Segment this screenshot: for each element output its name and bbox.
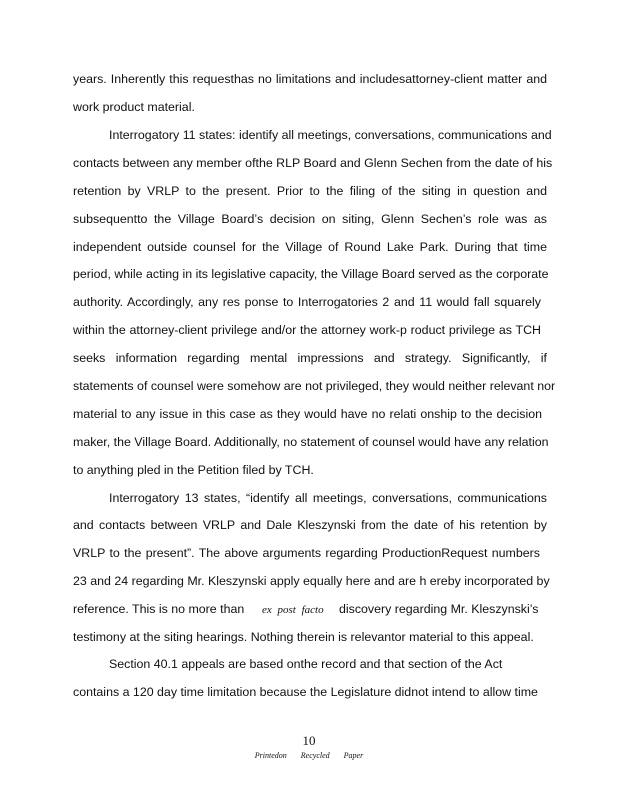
text-line: statements of counsel were somehow are not privileged, they would neither relevant nor: [73, 379, 556, 393]
text-line: reference. This is no more than: [73, 602, 245, 616]
text-line: discovery regarding Mr. Kleszynski’s: [339, 602, 539, 616]
text-line: retention by VRLP to the present. Prior to the filing of the siting in question and: [73, 184, 547, 198]
text-line: maker, the Village Board. Additionally, no statement of counsel would have any relation: [73, 435, 549, 449]
text-line: contains a 120 day time limitation because the Legislature didnot intend to allow time: [73, 685, 538, 699]
text-line: testimony at the siting hearings. Nothing therein is relevantor material to this appeal.: [73, 630, 534, 644]
text-line: work product material.: [73, 100, 195, 114]
text-line: Section 40.1 appeals are based onthe record and that section of the Act: [109, 657, 503, 671]
text-line: VRLP to the present”. The above arguments regarding ProductionRequest numbers: [73, 546, 540, 560]
page-number: 10: [302, 733, 316, 748]
text-line: seeks information regarding mental impressions and strategy. Significantly, if: [73, 351, 547, 365]
text-line: years. Inherently this requesthas no limitations and includesattorney-client matter and: [73, 72, 547, 86]
text-line: within the attorney-client privilege and/or the attorney work-p roduct privilege as TCH: [73, 323, 541, 337]
footer-note: Printedon Recycled Paper: [254, 751, 364, 760]
text-line: Interrogatory 11 states: identify all meetings, conversations, communications and: [109, 128, 552, 142]
text-line: contacts between any member ofthe RLP Board and Glenn Sechen from the date of his: [73, 156, 553, 170]
text-line: 23 and 24 regarding Mr. Kleszynski apply equally here and are h ereby incorporated by: [73, 574, 550, 588]
text-line: to anything pled in the Petition filed by TCH.: [73, 463, 314, 477]
text-line: subsequentto the Village Board’s decision on siting, Glenn Sechen’s role was as: [73, 212, 547, 226]
text-line: authority. Accordingly, any res ponse to Interrogatories 2 and 11 would fall squarely: [73, 295, 541, 309]
text-line: Interrogatory 13 states, “identify all meetings, conversations, communications: [109, 491, 547, 505]
text-line: period, while acting in its legislative capacity, the Village Board served as the corporate: [73, 267, 549, 281]
italic-phrase: ex post facto: [262, 604, 324, 616]
text-line: material to any issue in this case as they would have no relati onship to the decision: [73, 407, 542, 421]
text-line: independent outside counsel for the Village of Round Lake Park. During that time: [73, 240, 547, 254]
text-line: and contacts between VRLP and Dale Kleszynski from the date of his retention by: [73, 518, 547, 532]
